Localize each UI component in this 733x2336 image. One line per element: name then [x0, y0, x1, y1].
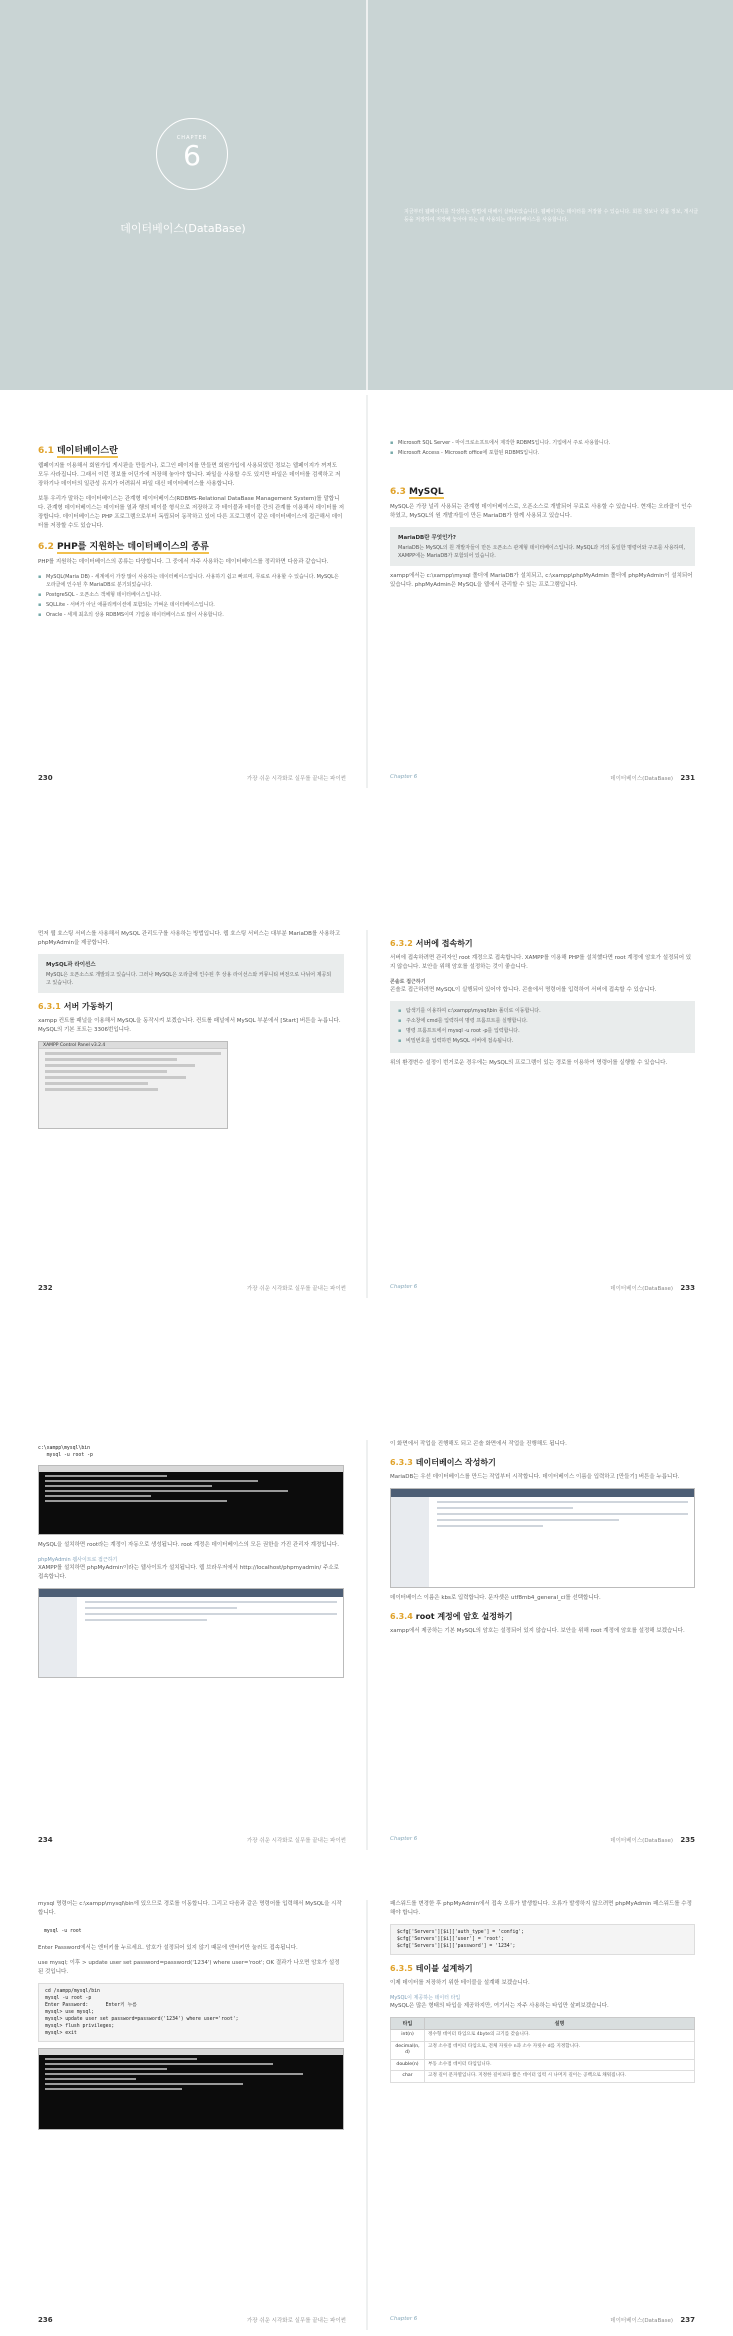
subsection-heading: 6.3.1 서버 가동하기 — [38, 1002, 113, 1011]
paragraph: xampp 컨트롤 패널을 이용해서 MySQL을 동작시켜 보겠습니다. 컨트롤 패널에서 MySQL 부분에서 [Start] 버튼을 누릅니다. MySQL의 기본 포트는 3306번입니다. — [38, 1018, 341, 1033]
table-cell: decimal(n, d) — [391, 2041, 425, 2059]
paragraph: mysql 명령어는 c:\xampp\mysql\bin에 있으므로 경로를 이동합니다. 그리고 다음과 같은 명령어를 입력해서 MySQL을 시작합니다. — [38, 1901, 342, 1916]
db-type-list — [390, 439, 695, 457]
paragraph: 콘솔로 접근하려면 MySQL이 실행되어 있어야 합니다. 콘솔에서 명령어를 입력하여 서버에 접속할 수 있습니다. — [390, 987, 657, 993]
data-type-table — [390, 2017, 695, 2083]
create-database-screenshot — [390, 1488, 695, 1588]
table-cell: 고정 길이 문자열입니다. 지정한 길이보다 짧은 데이터 입력 시 나머지 길이는 공백으로 채워집니다. — [425, 2071, 695, 2083]
list-item: ▪ 주소창에 cmd를 입력하여 명령 프롬프트를 실행합니다. — [398, 1017, 687, 1025]
chapter-intro: 지금부터 웹페이지를 작성하는 방법에 대해서 살펴보았습니다. 웹페이지는 데이터를 저장할 수 있습니다. 회원 정보나 상품 정보, 게시글 등을 저장하여 저장해 놓아야 하는 데 사용되는 데이터베이스를 사용합니다. — [404, 209, 699, 223]
info-box-title: MySQL과 라이선스 — [46, 962, 96, 968]
list-item: ▪ Oracle - 세계 최초의 상용 RDBMS이며 기업용 데이터베이스로 많이 사용합니다. — [38, 611, 344, 619]
code-block: mysql -u root — [38, 1924, 344, 1939]
terminal-screenshot — [38, 1465, 344, 1535]
section-heading: 6.3 MySQL — [390, 487, 444, 497]
page-left — [0, 0, 366, 390]
paragraph: MySQL을 설치하면 root라는 계정이 자동으로 생성됩니다. root 계정은 데이터베이스의 모든 권한을 가진 관리자 계정입니다. — [38, 1542, 339, 1548]
page-content — [38, 435, 344, 625]
spread-chapter — [0, 0, 733, 390]
page-content — [390, 1440, 695, 1642]
table-cell: char — [391, 2071, 425, 2083]
chapter-badge — [156, 118, 228, 190]
chapter-title: 데이터베이스(DataBase) — [120, 222, 246, 235]
page-234: c:\xampp\mysql\bin mysql -u root -p MySQL을 설치하면 root라는 계정이 자동으로 생성됩니다. root 계정은 데이터베이스의 모든 권한을 가진 관리자 계정입니다. phpMyAdmin 웹사이트로 접근하기 XAMPP를 설치하면 phpMyAdmin이라는 웹사이트가 설치됩니다. 웹 브라우저에서 http://localhost/phpmyadmin/ 주소로 접속합니다. 234 가장 쉬운 시각화로 실무를 끝내는 파이썬 — [0, 1440, 366, 1850]
page-right — [368, 0, 733, 390]
code-block: cd /xampp/mysql/bin mysql -u root -p Enter Password: Enter키 누름 mysql> use mysql; mysql> update user set password=password('1234') where user='root'; mysql> flush privileges; mysql> exit — [38, 1983, 344, 2042]
paragraph: XAMPP를 설치하면 phpMyAdmin이라는 웹사이트가 설치됩니다. 웹 브라우저에서 http://localhost/phpmyadmin/ 주소로 접속합니다. — [38, 1565, 339, 1580]
paragraph: 보통 우리가 말하는 데이터베이스는 관계형 데이터베이스(RDBMS-Relational DataBase Management System)를 말합니다. 관계형 데이터베이스는 데이터를 열과 행의 테이블 형식으로 저장하고 각 테이블과 테이블 간의 관계를 이용해서 데이터를 저장합니다. 데이터베이스는 PHP 프로그램으로부터 독립되어 동작하고 있어 다른 프로그램이 같은 데이터베이스에 접근해서 데이터를 저장할 수도 있습니다. — [38, 496, 345, 529]
subsection-heading: 6.3.4 root 계정에 암호 설정하기 — [390, 1612, 513, 1621]
list-item: ▪ Microsoft Access - Microsoft office에 포함된 RDBMS입니다. — [390, 449, 695, 457]
paragraph: use mysql; 이후 > update user set password=password('1234') where user='root'; OK 결과가 나오면 암호가 설정된 것입니다. — [38, 1960, 340, 1975]
subsection-heading: 6.3.5 테이블 설계하기 — [390, 1964, 473, 1973]
table-cell: int(n) — [391, 2030, 425, 2042]
section-heading: 6.2 PHP를 지원하는 데이터베이스의 종류 — [38, 542, 209, 552]
paragraph: 이제 데이터를 저장하기 위한 테이블을 설계해 보겠습니다. — [390, 1980, 530, 1986]
subsection-heading: 6.3.2 서버에 접속하기 — [390, 939, 473, 948]
paragraph: xampp에서 제공하는 기본 MySQL의 암호는 설정되어 있지 않습니다. 보안을 위해 root 계정에 암호를 설정해 보겠습니다. — [390, 1628, 685, 1634]
info-box-title: MariaDB란 무엇인가? — [398, 535, 456, 541]
subheading: phpMyAdmin 웹사이트로 접근하기 — [38, 1557, 118, 1563]
page-content — [390, 930, 695, 1074]
spread-234-235 — [0, 1440, 733, 1850]
window-titlebar: XAMPP Control Panel v3.2.4 — [39, 1042, 227, 1049]
paragraph: PHP를 지원하는 데이터베이스의 종류는 다양합니다. 그 중에서 자주 사용하는 데이터베이스를 정리하면 다음과 같습니다. — [38, 559, 329, 565]
list-item: ▪ 명령 프롬프트에서 mysql -u root -p를 입력합니다. — [398, 1027, 687, 1035]
paragraph: 이 화면에서 작업을 진행해도 되고 콘솔 화면에서 작업을 진행해도 됩니다. — [390, 1441, 567, 1447]
list-item: ▪ PostgreSQL - 오픈소스 객체형 데이터베이스입니다. — [38, 591, 344, 599]
paragraph: MySQL은 가장 널리 사용되는 관계형 데이터베이스로, 오픈소스로 개발되어 무료로 사용할 수 있습니다. 현재는 오라클이 인수하였고, MySQL의 원 개발자들이 만든 MariaDB가 함께 사용되고 있습니다. — [390, 504, 692, 519]
db-type-list — [38, 573, 344, 619]
list-item: ▪ SQLLite - 서버가 아닌 애플리케이션에 포함되는 가벼운 데이터베이스입니다. — [38, 601, 344, 609]
phpmyadmin-screenshot — [38, 1588, 344, 1678]
terminal-screenshot — [38, 2048, 344, 2130]
table-row — [391, 2059, 695, 2071]
paragraph: MariaDB는 우선 데이터베이스를 만드는 작업부터 시작합니다. 데이터베이스 이름을 입력하고 [만들기] 버튼을 누릅니다. — [390, 1474, 680, 1480]
spread-230-231 — [0, 395, 733, 788]
page-content — [38, 1900, 344, 2136]
table-header: 설명 — [425, 2018, 695, 2030]
info-box-body: MySQL은 오픈소스로 개발되고 있습니다. 그러나 MySQL은 오라클에 인수된 후 상용 라이선스와 커뮤니티 버전으로 나뉘어 제공되고 있습니다. — [46, 972, 332, 986]
chapter-number: 6 — [183, 139, 201, 172]
page-233: 6.3.2 서버에 접속하기 서버에 접속하려면 관리자인 root 계정으로 접속합니다. XAMPP를 이용해 PHP를 설치했다면 root 계정에 암호가 설정되어 있지 않습니다. 보안을 위해 암호를 설정하는 것이 좋습니다. 콘솔로 접근하기 콘솔로 접근하려면 MySQL이 실행되어 있어야 합니다. 콘솔에서 명령어를 입력하여 서버에 접속할 수 있습니다. ▪ 탐색기를 이용하여 c:\xampp\mysql\bin 폴더로 이동합니다. ▪ 주소창에 cmd를 입력하여 명령 프롬프트를 실행합니다. ▪ 명령 프롬프트에서 mysql -u root -p를 입력합니다. ▪ 비밀번호를 입력하면 MySQL 서버에 접속됩니다. 위의 환경변수 설정이 번거로운 경우에는 MySQL의 프로그램이 있는 경로를 이용하여 명령어를 실행할 수 있습니다. Chapter 6 데이터베이스(DataBase) 233 — [368, 930, 733, 1298]
paragraph: 서버에 접속하려면 관리자인 root 계정으로 접속합니다. XAMPP를 이용해 PHP를 설치했다면 root 계정에 암호가 설정되어 있지 않습니다. 보안을 위해 암호를 설정하는 것이 좋습니다. — [390, 955, 692, 970]
paragraph: xampp에서는 c:\xampp\mysql 폴더에 MariaDB가 설치되고, c:\xampp\phpMyAdmin 폴더에 phpMyAdmin이 설치되어 있습니다. phpMyAdmin은 MySQL을 웹에서 관리할 수 있는 프로그램입니다. — [390, 573, 693, 588]
subheading: MySQL이 제공하는 데이터 타입 — [390, 1995, 461, 2001]
page-235: 이 화면에서 작업을 진행해도 되고 콘솔 화면에서 작업을 진행해도 됩니다. 6.3.3 데이터베이스 작성하기 MariaDB는 우선 데이터베이스를 만드는 작업부터 시작합니다. 데이터베이스 이름을 입력하고 [만들기] 버튼을 누릅니다. 데이터베이스 이름은 kbs로 입력합니다. 문자셋은 utf8mb4_general_ci를 선택합니다. 6.3.4 root 계정에 암호 설정하기 xampp에서 제공하는 기본 MySQL의 암호는 설정되어 있지 않습니다. 보안을 위해 root 계정에 암호를 설정해 보겠습니다. Chapter 6 데이터베이스(DataBase) 235 — [390, 1441, 695, 1844]
xampp-control-panel-screenshot — [38, 1041, 228, 1129]
table-cell: double(n) — [391, 2059, 425, 2071]
table-row — [391, 2030, 695, 2042]
table-row — [391, 2071, 695, 2083]
table-row — [391, 2041, 695, 2059]
subsection-heading: 6.3.3 데이터베이스 작성하기 — [390, 1458, 496, 1467]
paragraph: 위의 환경변수 설정이 번거로운 경우에는 MySQL의 프로그램이 있는 경로를 이용하여 명령어를 실행할 수 있습니다. — [390, 1060, 668, 1066]
page-231: ▪ Microsoft SQL Server - 마이크로소프트에서 제작한 RDBMS입니다. 기업에서 주로 사용합니다. ▪ Microsoft Access - Microsoft office에 포함된 RDBMS입니다. 6.3 MySQL MySQL은 가장 널리 사용되는 관계형 데이터베이스로, 오픈소스로 개발되어 무료로 사용할 수 있습니다. 현재는 오라클이 인수하였고, MySQL의 원 개발자들이 만든 MariaDB가 함께 사용되고 있습니다. MariaDB란 무엇인가? MariaDB는 MySQL의 원 개발자들이 만든 오픈소스 관계형 데이터베이스입니다. MySQL과 거의 동일한 명령어와 구조를 사용하며, XAMPP에는 MariaDB가 포함되어 있습니다. xampp에서는 c:\xampp\mysql 폴더에 MariaDB가 설치되고, c:\xampp\phpMyAdmin 폴더에 phpMyAdmin이 설치되어 있습니다. phpMyAdmin은 MySQL을 웹에서 관리할 수 있는 프로그램입니다. Chapter 6 데이터베이스(DataBase) 231 — [368, 395, 733, 788]
section-heading: 6.1 데이터베이스란 — [38, 446, 118, 456]
paragraph: 패스워드를 변경한 후 phpMyAdmin에서 접속 오류가 발생합니다. 오류가 발생하지 않으려면 phpMyAdmin 패스워드를 수정해야 합니다. — [390, 1901, 692, 1916]
table-cell: 고정 소수점 데이터 타입으로, 전체 자릿수 n과 소수 자릿수 d를 지정합니다. — [425, 2041, 695, 2059]
page-230: 6.1 데이터베이스란 웹페이지를 이용해서 회원가입 게시판을 만들거나, 로그인 페이지를 만들면 회원가입에 사용되었던 정보는 웹페이지가 꺼져도 모두 사라집니다. 그래서 이런 정보를 어딘가에 저장해 놓아야 합니다. 파일을 사용할 수도 있지만 파일은 데이터를 검색하고 저장하기나 데이터의 일관성 유지가 어려워서 파일 대신 데이터베이스를 사용합니다. 보통 우리가 말하는 데이터베이스는 관계형 데이터베이스(RDBMS-Relational DataBase Management System)를 말합니다. 관계형 데이터베이스는 데이터를 열과 행의 테이블 형식으로 저장하고 각 테이블과 테이블 간의 관계를 이용해서 데이터를 저장합니다. 데이터베이스는 PHP 프로그램으로부터 독립되어 동작하고 있어 다른 프로그램이 같은 데이터베이스에 접근해서 데이터를 저장할 수도 있습니다. 6.2 PHP를 지원하는 데이터베이스의 종류 PHP를 지원하는 데이터베이스의 종류는 다양합니다. 그 중에서 자주 사용하는 데이터베이스를 정리하면 다음과 같습니다. ▪ MySQL(Maria DB) - 세계에서 가장 많이 사용하는 데이터베이스입니다. 사용하기 쉽고 빠르며, 무료로 사용할 수 있습니다. MySQL은 오라클에 인수된 후 MariaDB로 분기되었습니다. ▪ PostgreSQL - 오픈소스 객체형 데이터베이스입니다. ▪ SQLLite - 서버가 아닌 애플리케이션에 포함되는 가벼운 데이터베이스입니다. ▪ Oracle - 세계 최초의 상용 RDBMS이며 기업용 데이터베이스로 많이 사용합니다. 230 가장 쉬운 시각화로 실무를 끝내는 파이썬 — [0, 395, 366, 788]
chapter-label: CHAPTER — [176, 135, 208, 141]
steps-box — [390, 1001, 695, 1053]
list-item: ▪ 탐색기를 이용하여 c:\xampp\mysql\bin 폴더로 이동합니다. — [398, 1007, 687, 1015]
info-box — [38, 954, 344, 993]
table-cell: 부동 소수점 데이터 타입입니다. — [425, 2059, 695, 2071]
table-header: 타입 — [391, 2018, 425, 2030]
paragraph: 웹페이지를 이용해서 회원가입 게시판을 만들거나, 로그인 페이지를 만들면 회원가입에 사용되었던 정보는 웹페이지가 꺼져도 모두 사라집니다. 그래서 이런 정보를 어딘가에 저장해 놓아야 합니다. 파일을 사용할 수도 있지만 파일은 데이터를 검색하고 저장하기나 데이터의 일관성 유지가 어려워서 파일 대신 데이터베이스를 사용합니다. — [38, 463, 341, 487]
code-block: $cfg['Servers'][$i]['auth_type'] = 'config'; $cfg['Servers'][$i]['user'] = 'root'; $cfg['Servers'][$i]['password'] = '1234'; — [390, 1924, 695, 1955]
list-item: ▪ Microsoft SQL Server - 마이크로소프트에서 제작한 RDBMS입니다. 기업에서 주로 사용합니다. — [390, 439, 695, 447]
spread-236-237 — [0, 1900, 733, 2330]
page-content — [38, 1440, 344, 1684]
page-237: 패스워드를 변경한 후 phpMyAdmin에서 접속 오류가 발생합니다. 오류가 발생하지 않으려면 phpMyAdmin 패스워드를 수정해야 합니다. $cfg['Servers'][$i]['auth_type'] = 'config'; $cfg['Servers'][$i]['user'] = 'root'; $cfg['Servers'][$i]['password'] = '1234'; 6.3.5 테이블 설계하기 이제 데이터를 저장하기 위한 테이블을 설계해 보겠습니다. MySQL이 제공하는 데이터 타입 MySQL은 많은 형태의 타입을 제공하지만, 여기서는 자주 사용하는 타입만 살펴보겠습니다. 타입 설명 int(n) 정수형 데이터 타입으로 4byte의 크기를 갖습니다. decimal(n, d) 고정 소수점 데이터 타입으로, 전체 자릿수 n과 소수 자릿수 d를 지정합니다. double(n) 부동 소수점 데이터 타입입니다. char 고정 길이 문자열입니다. 지정한 길이보다 짧은 데이터 입력 시 나머지 길이는 공백으로 채워집니다. Chapter 6 데이터베이스(DataBase) 237 — [390, 1901, 695, 2324]
paragraph: 먼저 웹 호스팅 서비스를 사용해서 MySQL 관리도구를 사용하는 방법입니다. 웹 호스팅 서비스는 대부분 MariaDB를 사용하고 phpMyAdmin을 제공합니다. — [38, 931, 341, 946]
paragraph: 데이터베이스 이름은 kbs로 입력합니다. 문자셋은 utf8mb4_general_ci를 선택합니다. — [390, 1595, 601, 1601]
list-item: ▪ 비밀번호를 입력하면 MySQL 서버에 접속됩니다. — [398, 1037, 687, 1045]
paragraph: MySQL은 많은 형태의 타입을 제공하지만, 여기서는 자주 사용하는 타입만 살펴보겠습니다. — [390, 2003, 609, 2009]
page-content — [390, 435, 695, 596]
table-cell: 정수형 데이터 타입으로 4byte의 크기를 갖습니다. — [425, 2030, 695, 2042]
spread-232-233 — [0, 930, 733, 1298]
paragraph: Enter Password에서는 엔터키를 누르세요. 암호가 설정되어 있지 않기 때문에 엔터키만 눌러도 접속됩니다. — [38, 1945, 298, 1951]
page-232: 먼저 웹 호스팅 서비스를 사용해서 MySQL 관리도구를 사용하는 방법입니다. 웹 호스팅 서비스는 대부분 MariaDB를 사용하고 phpMyAdmin을 제공합니다. MySQL과 라이선스 MySQL은 오픈소스로 개발되고 있습니다. 그러나 MySQL은 오라클에 인수된 후 상용 라이선스와 커뮤니티 버전으로 나뉘어 제공되고 있습니다. 6.3.1 서버 가동하기 xampp 컨트롤 패널을 이용해서 MySQL을 동작시켜 보겠습니다. 컨트롤 패널에서 MySQL 부분에서 [Start] 버튼을 누릅니다. MySQL의 기본 포트는 3306번입니다. XAMPP Control Panel v3.2.4 232 가장 쉬운 시각화로 실무를 끝내는 파이썬 — [38, 931, 346, 1292]
info-box-body: MariaDB는 MySQL의 원 개발자들이 만든 오픈소스 관계형 데이터베이스입니다. MySQL과 거의 동일한 명령어와 구조를 사용하며, XAMPP에는 MariaDB가 포함되어 있습니다. — [398, 545, 686, 559]
page-content — [38, 930, 344, 1135]
page-content — [390, 1900, 695, 2083]
subheading: 콘솔로 접근하기 — [390, 979, 426, 985]
info-box — [390, 527, 695, 566]
list-item: ▪ MySQL(Maria DB) - 세계에서 가장 많이 사용하는 데이터베이스입니다. 사용하기 쉽고 빠르며, 무료로 사용할 수 있습니다. MySQL은 오라클에 인수된 후 MariaDB로 분기되었습니다. — [38, 573, 344, 589]
page-236: mysql 명령어는 c:\xampp\mysql\bin에 있으므로 경로를 이동합니다. 그리고 다음과 같은 명령어를 입력해서 MySQL을 시작합니다. mysql -u root Enter Password에서는 엔터키를 누르세요. 암호가 설정되어 있지 않기 때문에 엔터키만 눌러도 접속됩니다. use mysql; 이후 > update user set password=password('1234') where user='root'; OK 결과가 나오면 암호가 설정된 것입니다. cd /xampp/mysql/bin mysql -u root -p Enter Password: Enter키 누름 mysql> use mysql; mysql> update user set password=password('1234') where user='root'; mysql> flush privileges; mysql> exit 236 가장 쉬운 시각화로 실무를 끝내는 파이썬 — [38, 1901, 346, 2324]
code-block: c:\xampp\mysql\bin mysql -u root -p — [38, 1445, 344, 1459]
